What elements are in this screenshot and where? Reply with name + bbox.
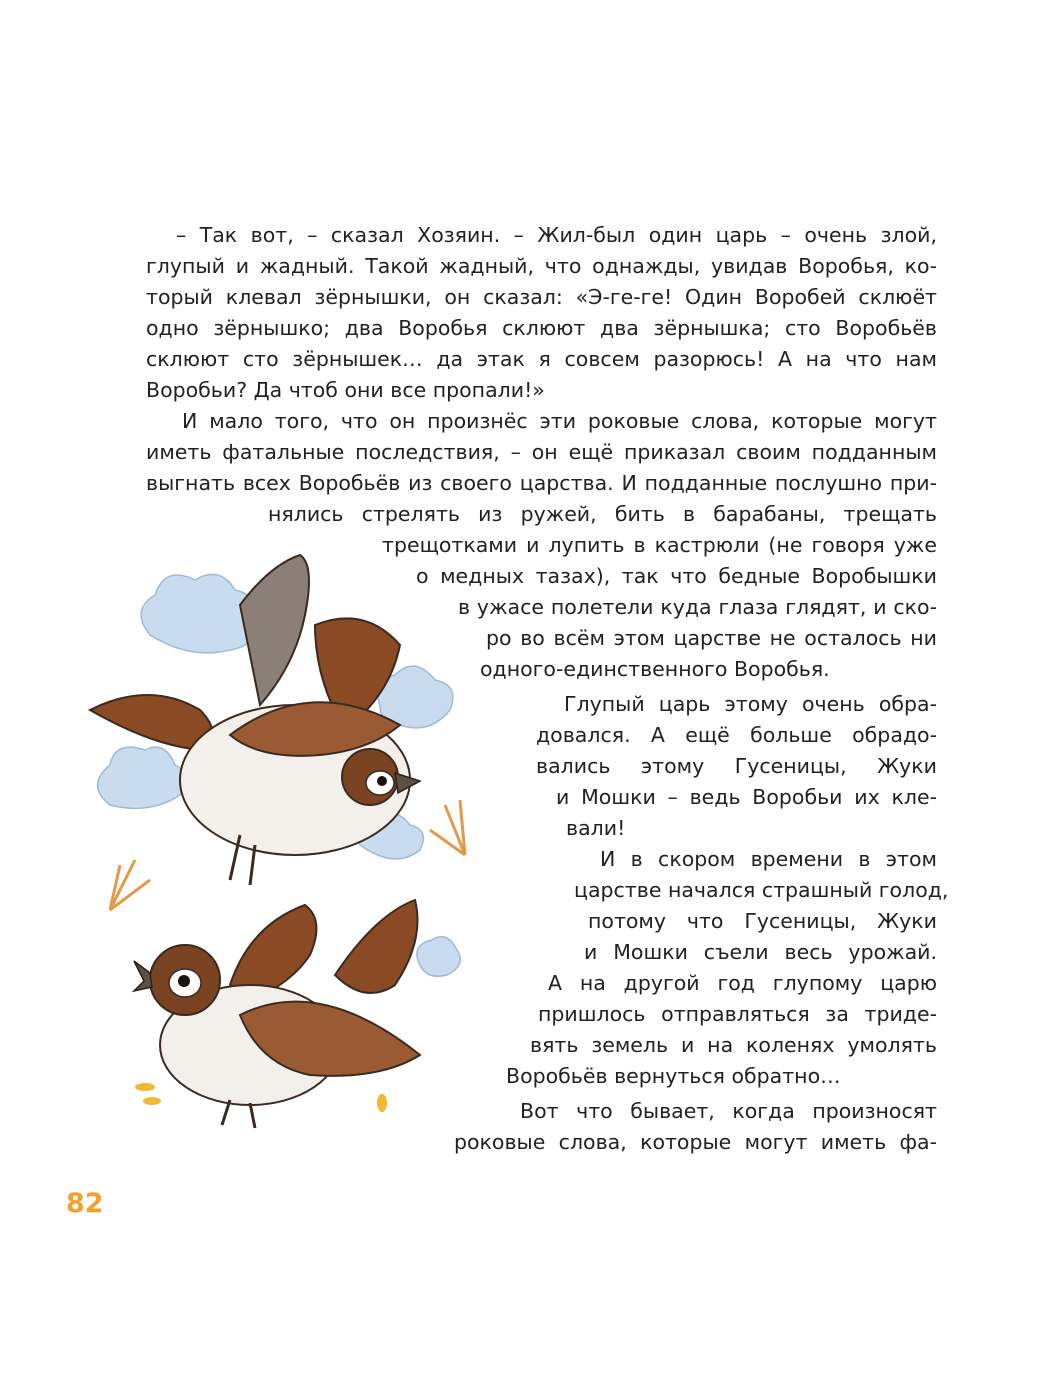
text-line: и Мошки – ведь Воробьи их кле- bbox=[556, 785, 937, 809]
text-line: о медных тазах), так что бедные Воробышки bbox=[416, 564, 937, 588]
text-line: иметь фатальные последствия, – он ещё приказал своим подданным bbox=[146, 440, 937, 464]
text-line: в ужасе полетели куда глаза глядят, и ско- bbox=[458, 595, 937, 619]
text-line: Воробьи? Да чтоб они все пропали!» bbox=[146, 378, 545, 402]
text-line: склюют сто зёрнышек… да этак я совсем разорюсь! А на что нам bbox=[146, 347, 937, 371]
text-line: И мало того, что он произнёс эти роковые слова, которые могут bbox=[182, 409, 937, 433]
text-line: глупый и жадный. Такой жадный, что однажды, увидав Воробья, ко- bbox=[146, 254, 937, 278]
text-line: роковые слова, которые могут иметь фа- bbox=[454, 1130, 937, 1154]
text-line: одного-единственного Воробья. bbox=[480, 657, 830, 681]
sparrows-illustration bbox=[80, 545, 480, 1145]
text-line: вались этому Гусеницы, Жуки bbox=[536, 754, 937, 778]
sparrow-top bbox=[90, 555, 420, 885]
text-line: вять земель и на коленях умолять bbox=[530, 1033, 937, 1057]
text-line: довался. А ещё больше обрадо- bbox=[536, 723, 937, 747]
page-number: 82 bbox=[66, 1188, 104, 1219]
sparrow-bottom bbox=[134, 900, 420, 1128]
text-line: Глупый царь этому очень обра- bbox=[564, 692, 937, 716]
text-line: и Мошки съели весь урожай. bbox=[584, 940, 937, 964]
text-line: вали! bbox=[566, 816, 626, 840]
text-line: пришлось отправляться за триде- bbox=[538, 1002, 937, 1026]
text-line: ро во всём этом царстве не осталось ни bbox=[486, 626, 937, 650]
text-line: Воробьёв вернуться обратно… bbox=[506, 1064, 841, 1088]
text-line: – Так вот, – сказал Хозяин. – Жил-был один царь – очень злой, bbox=[176, 223, 937, 247]
text-line: Вот что бывает, когда произносят bbox=[520, 1099, 937, 1123]
text-line: И в скором времени в этом bbox=[600, 847, 937, 871]
text-line: трещотками и лупить в кастрюли (не говоря уже bbox=[382, 533, 937, 557]
text-line: выгнать всех Воробьёв из своего царства. И подданные послушно при- bbox=[146, 471, 937, 495]
text-line: торый клевал зёрнышки, он сказал: «Э-ге-ге! Один Воробей склюёт bbox=[146, 285, 937, 309]
text-line: А на другой год глупому царю bbox=[548, 971, 937, 995]
text-line: потому что Гусеницы, Жуки bbox=[588, 909, 937, 933]
text-line: царстве начался страшный голод, bbox=[574, 878, 949, 902]
text-line: одно зёрнышко; два Воробья склюют два зёрнышка; сто Воробьёв bbox=[146, 316, 937, 340]
text-line: нялись стрелять из ружей, бить в барабаны, трещать bbox=[268, 502, 937, 526]
